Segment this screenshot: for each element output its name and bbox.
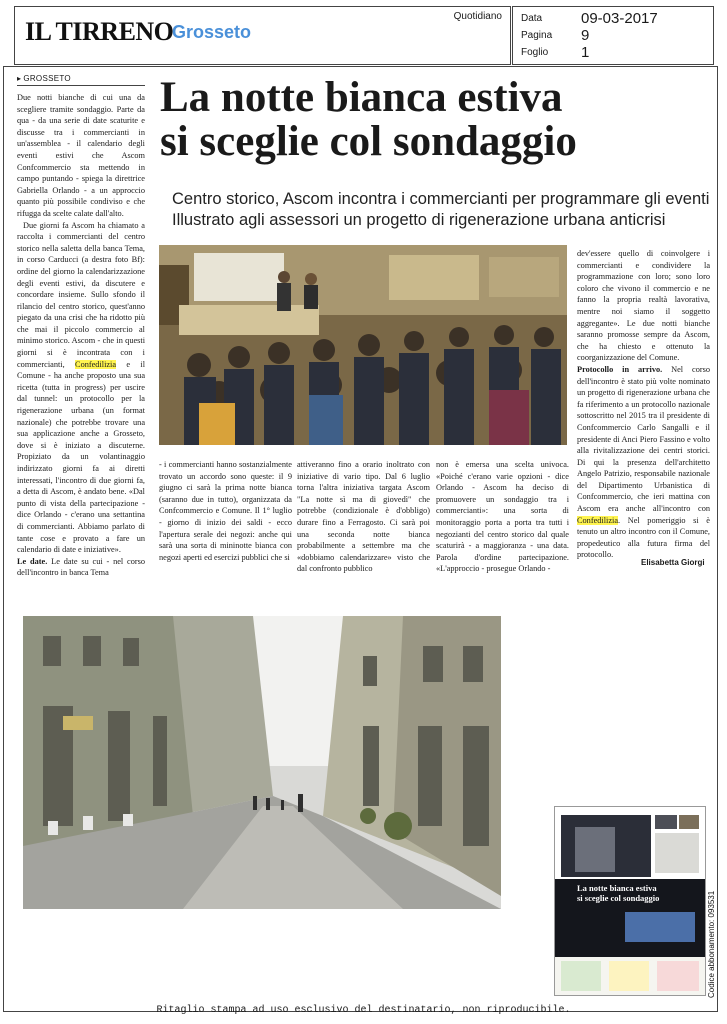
thumbnail-headline: [577, 883, 697, 903]
newspaper-edition: Grosseto: [172, 22, 252, 42]
meta-page-label: Pagina: [521, 30, 553, 41]
subscription-code: [704, 880, 718, 1000]
meta-date: [521, 10, 658, 27]
meta-date-label: Data: [521, 13, 543, 24]
paragraph-lead: Protocollo in arrivo.: [577, 364, 663, 374]
svg-text:Codice abbonamento: 093531: Codice abbonamento: 093531: [707, 890, 716, 998]
article-paragraph: [577, 364, 710, 561]
thumbnail-headline-line-1: La notte bianca estiva: [577, 883, 657, 893]
meeting-photo: [159, 245, 567, 445]
article-text: e il Comune - ha anche proposto una sua ricetta (tutta in progress) per uscire dal tunnel: un protocollo per la rigenerazione urbana (un format nazionale) che potrebbe trovare una sua applicazione anche a Grosseto, dove si è iniziato a discuterne. Propiziato da un volantinaggio indirizzato giorni fa ai diretti interessati, l'incontro di due giorni fa, a detta di Ascom, è andato bene. «Dal punto di vista della partecipazione - dice Orlando - c'erano una settantina di commercianti. Abbiamo parlato di tante cose e provato a fare un calendario di date e iniziative».: [17, 359, 146, 555]
footer-disclaimer: Ritaglio stampa ad uso esclusivo del destinatario, non riproducibile.: [156, 1005, 571, 1016]
street-photo: [23, 616, 501, 909]
meeting-photo-image: [159, 245, 567, 445]
article-paragraph: Due notti bianche di cui una da scegliere tramite sondaggio. Parte da qua - da una serie di date scaturite e discusse tra i commercianti in un'assemblea - il calendario degli eventi estivi che Ascom Confcommercio sta mettendo in campo puntando - spiega la direttrice Gabriella Orlando - a un approccio quanto più possibile condiviso e che rifugga da scelte calate dall'alto.: [17, 93, 145, 218]
article-column-5: [577, 248, 710, 561]
article-paragraph: dev'essere quello di coinvolgere i commercianti e condividere la programmazione con loro; sono loro coloro che vivono il commercio e ne fanno la propria realtà lavorativa, mentre noi siamo il soggetto aggregante». Le due notti bianche saranno promosse sempre da Ascom, che ha chiesto e ottenuto la coorganizzazione del Comune.: [577, 249, 710, 363]
meta-sheet-value: 1: [581, 44, 590, 61]
article-column-2: - i commercianti hanno sostanzialmente trovato un accordo sono queste: il 9 giugno ci sarà la prima notte bianca (saranno due in tutto), organizzata da Confcommercio e Comune. Il 1° luglio - giorno di inizio dei saldi - ecco l'apertura serale dei negozi: anche qui sarà una sorta di mininotte bianca con negozi aperti ed esercizi pubblici che si: [159, 460, 292, 562]
subheadline-line-2: Illustrato agli assessori un progetto di rigenerazione urbana anticrisi: [172, 211, 666, 229]
meta-sheet: [521, 44, 590, 61]
meta-sheet-label: Foglio: [521, 47, 549, 58]
newspaper-brand: IL TIRRENO: [25, 17, 174, 46]
byline: Elisabetta Giorgi: [641, 558, 705, 567]
article-paragraph: [17, 556, 145, 579]
highlighted-term: Confedilizia: [577, 515, 619, 525]
masthead-box: [14, 6, 511, 65]
article-text: . Nel pomeriggio si è tenuto un altro incontro con il Comune, propedeutico alla futura firma del protocollo.: [577, 515, 710, 560]
article-text: Due giorni fa Ascom ha chiamato a raccolta i commercianti del centro storico nella saletta della banca Tema, in corso Carducci (a destra foto Bf): ordine del giorno la calendarizzazione degli eventi estivi, da discutere e concordare insieme. Sullo sfondo il rilancio del centro storico, quest'anno piegato da una crisi che ha ridotto più che mai il piccolo commercio al minimo storico. Ascom - che in questi giorni si è incontrata con i commercianti,: [17, 220, 145, 369]
meta-date-value: 09-03-2017: [581, 10, 658, 27]
paragraph-lead: Le date.: [17, 556, 48, 566]
article-text: Nel corso dell'incontro è stato più volte nominato un progetto di rigenerazione urbana che fa riferimento a un protocollo nazionale sottoscritto nel 2015 tra il presidente di Confcommercio Carlo Sangalli e il presidente di Anci Piero Fassino e volto alla rivitalizzazione dei centri storici. Di qui la presenza dell'architetto Angelo Patrizio, responsabile nazionale del Dipartimento Urbanistica di Confcommercio, che ieri mattina con Ascom era anche all'incontro con: [577, 364, 710, 514]
article-paragraph: [17, 220, 145, 556]
meta-page: [521, 27, 590, 44]
publication-type: Quotidiano: [453, 11, 502, 22]
headline-line-1: La notte bianca estiva: [160, 74, 563, 121]
meta-page-value: 9: [581, 27, 590, 44]
article-column-1: [17, 92, 145, 579]
thumbnail-headline-line-2: si sceglie col sondaggio: [577, 893, 660, 903]
section-divider: [17, 85, 145, 86]
article-text: Le date su cui - nel corso dell'incontro in banca Tema: [17, 556, 146, 578]
section-label: ▸ GROSSETO: [17, 74, 71, 83]
page-thumbnail: [554, 806, 706, 996]
headline-line-2: si sceglie col sondaggio: [160, 118, 577, 165]
subscription-code-text: [704, 880, 718, 1000]
article-column-4: non è emersa una scelta univoca. «Poiché c'erano varie opzioni - dice Orlando - Ascom ha deciso di promuovere un sondaggio tra i commercianti»: una sorta di monitoraggio porta a porta tra tutti i negozianti del centro storico dal quale scaturirà - a maggioranza - una data. Parola d'ordine partecipazione. «L'approccio - prosegue Orlando -: [436, 460, 569, 574]
street-photo-image: [23, 616, 501, 909]
article-column-3: attiveranno fino a orario inoltrato con iniziative di vario tipo. Dal 6 luglio torna l'altra iniziativa targata Ascom "La notte sì ma di giovedì" che potrebbe (condizionale è d'obbligo) durare fino a Ferragosto. Ci sarà poi una seconda notte bianca probabilmente a settembre ma che «dobbiamo calendarizzare» visto che dal confronto pubblico: [297, 460, 430, 574]
clipping-meta-box: [512, 6, 714, 65]
subheadline-line-1: Centro storico, Ascom incontra i commercianti per programmare gli eventi: [172, 190, 710, 208]
headline: [160, 76, 720, 164]
subheadline: [172, 189, 712, 231]
highlighted-term: Confedilizia: [75, 359, 117, 369]
